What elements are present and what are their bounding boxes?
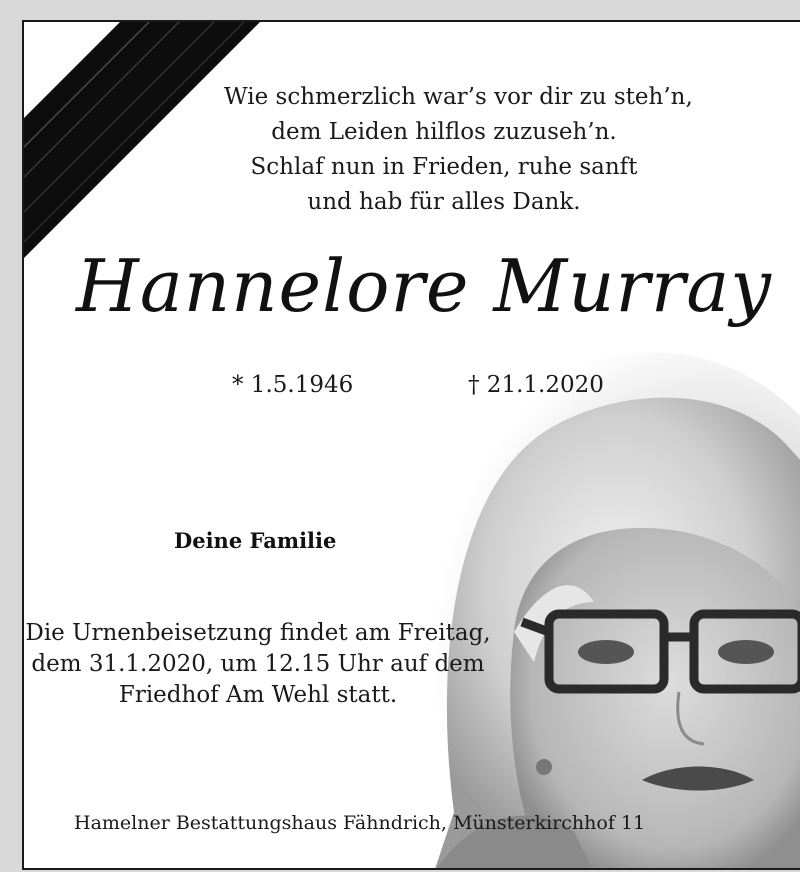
- funeral-line: Friedhof Am Wehl statt.: [118, 682, 398, 708]
- death-date: † 21.1.2020: [468, 372, 604, 398]
- obituary-card: [22, 20, 800, 870]
- undertaker-credit: Hamelner Bestattungshaus Fähndrich, Münsterkirchhof 11: [74, 812, 646, 834]
- poem-line: und hab für alles Dank.: [307, 189, 581, 215]
- poem-line: Wie schmerzlich war’s vor dir zu steh’n,: [224, 84, 693, 110]
- funeral-line: dem 31.1.2020, um 12.15 Uhr auf dem: [31, 651, 485, 677]
- poem: [224, 80, 693, 220]
- poem-line: Schlaf nun in Frieden, ruhe sanft: [250, 154, 638, 180]
- deceased-name: Hannelore Murray: [76, 244, 772, 328]
- signature: Deine Familie: [174, 528, 337, 553]
- funeral-notice: [24, 618, 492, 711]
- poem-line: dem Leiden hilflos zuzuseh’n.: [271, 119, 617, 145]
- funeral-line: Die Urnenbeisetzung findet am Freitag,: [25, 620, 491, 646]
- birth-date: * 1.5.1946: [232, 372, 354, 398]
- portrait-photo: [394, 332, 800, 870]
